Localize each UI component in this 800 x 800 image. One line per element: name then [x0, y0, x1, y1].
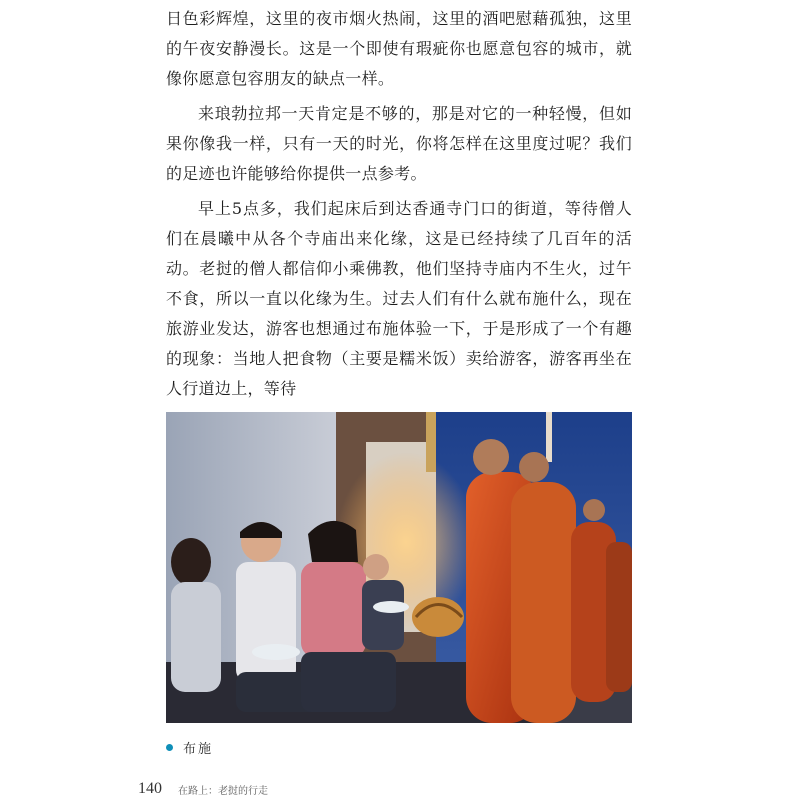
caption-bullet-icon	[166, 744, 173, 751]
photo-illustration	[166, 412, 632, 723]
alms-giving-photo	[166, 412, 632, 723]
paragraph: 早上5点多，我们起床后到达香通寺门口的街道，等待僧人们在晨曦中从各个寺庙出来化缘，这是已经持续了几百年的活动。老挝的僧人都信仰小乘佛教，他们坚持寺庙内不生火，过午不食，所以一直以化缘为生。过去人们有什么就布施什么，现在旅游业发达，游客也想通过布施体验一下，于是形成了一个有趣的现象：当地人把食物（主要是糯米饭）卖给游客，游客再坐在人行道边上，等待	[166, 199, 632, 398]
paragraph: 日色彩辉煌，这里的夜市烟火热闹，这里的酒吧慰藉孤独，这里的午夜安静漫长。这是一个即使有瑕疵你也愿意包容的城市，就像你愿意包容朋友的缺点一样。	[166, 9, 632, 88]
body-text	[166, 4, 632, 409]
paragraph: 来琅勃拉邦一天肯定是不够的，那是对它的一种轻慢，但如果你像我一样，只有一天的时光，你将怎样在这里度过呢？我们的足迹也许能够给你提供一点参考。	[166, 104, 632, 183]
figure-caption	[166, 738, 213, 756]
caption-text: 布施	[183, 741, 214, 757]
page-number: 140	[138, 780, 162, 797]
running-title: 在路上：老挝的行走	[178, 785, 268, 797]
page-footer	[138, 780, 268, 798]
